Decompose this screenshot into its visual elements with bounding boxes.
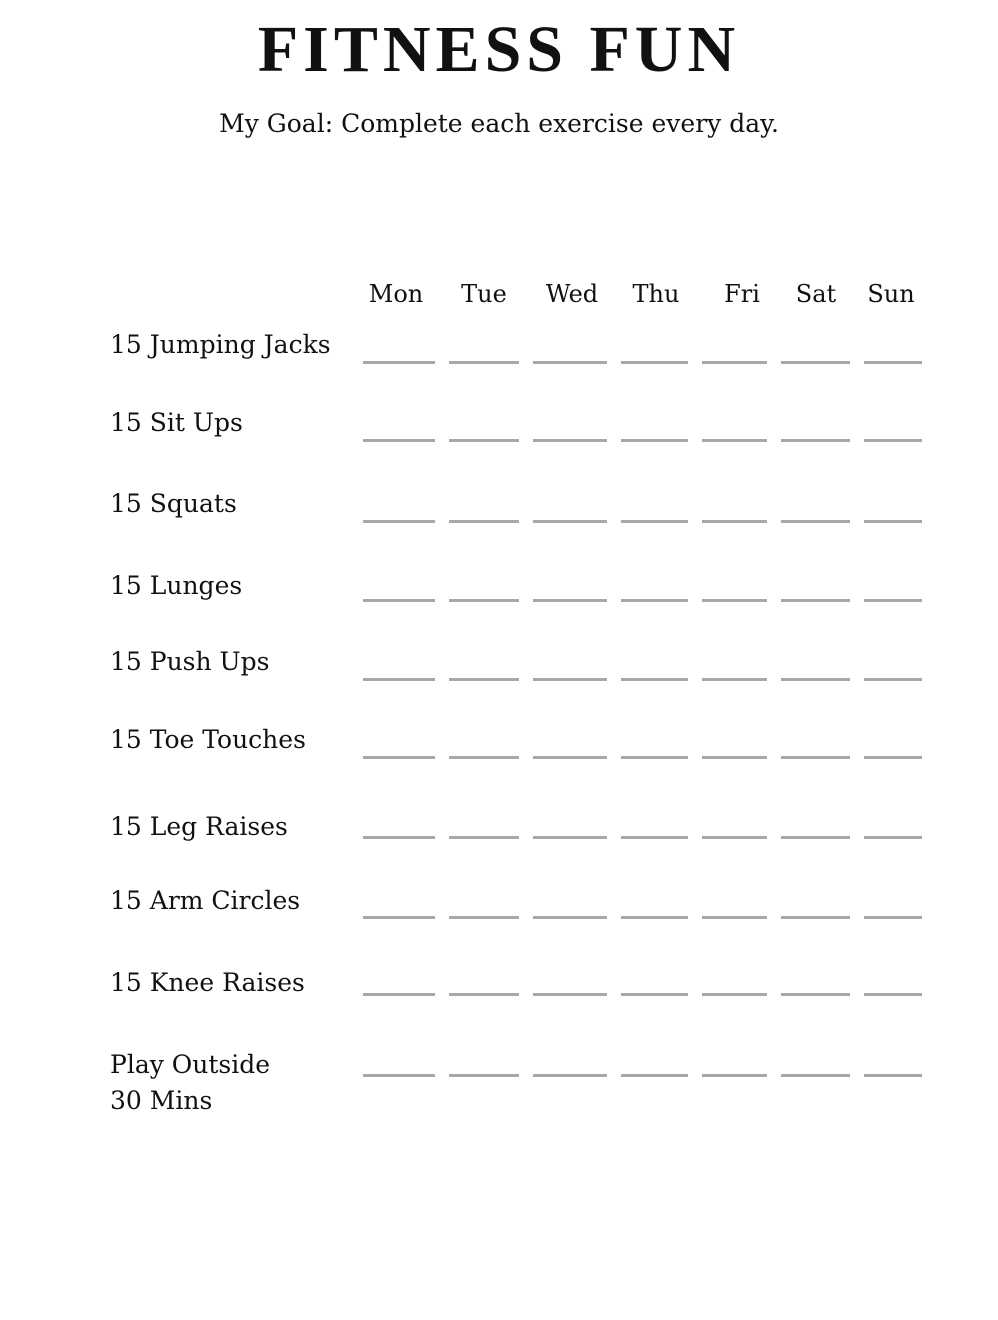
check-line-tue[interactable] [449, 756, 519, 759]
check-line-tue[interactable] [449, 361, 519, 364]
exercise-label: 15 Push Ups [110, 647, 270, 676]
check-line-mon[interactable] [363, 520, 435, 523]
exercise-label: 15 Leg Raises [110, 812, 288, 841]
day-header-sat: Sat [795, 280, 837, 308]
check-line-wed[interactable] [533, 1074, 607, 1077]
check-line-sat[interactable] [781, 993, 850, 996]
check-line-mon[interactable] [363, 836, 435, 839]
check-line-tue[interactable] [449, 836, 519, 839]
check-line-tue[interactable] [449, 993, 519, 996]
goal-statement: My Goal: Complete each exercise every day. [219, 109, 779, 138]
check-line-sat[interactable] [781, 439, 850, 442]
check-line-mon[interactable] [363, 993, 435, 996]
check-line-thu[interactable] [621, 439, 688, 442]
check-line-fri[interactable] [702, 1074, 767, 1077]
exercise-label: 15 Lunges [110, 571, 243, 600]
check-line-thu[interactable] [621, 836, 688, 839]
check-line-sun[interactable] [864, 678, 922, 681]
check-line-thu[interactable] [621, 361, 688, 364]
check-line-wed[interactable] [533, 993, 607, 996]
check-line-wed[interactable] [533, 599, 607, 602]
day-header-tue: Tue [461, 280, 507, 308]
check-line-tue[interactable] [449, 439, 519, 442]
check-line-wed[interactable] [533, 916, 607, 919]
check-line-thu[interactable] [621, 678, 688, 681]
check-line-sat[interactable] [781, 520, 850, 523]
check-line-fri[interactable] [702, 599, 767, 602]
check-line-wed[interactable] [533, 361, 607, 364]
check-line-sat[interactable] [781, 916, 850, 919]
check-line-sat[interactable] [781, 599, 850, 602]
day-header-fri: Fri [724, 280, 760, 308]
check-line-mon[interactable] [363, 599, 435, 602]
check-line-sun[interactable] [864, 993, 922, 996]
check-line-thu[interactable] [621, 916, 688, 919]
check-line-sat[interactable] [781, 836, 850, 839]
day-header-thu: Thu [632, 280, 680, 308]
exercise-label: 15 Arm Circles [110, 886, 301, 915]
check-line-sat[interactable] [781, 756, 850, 759]
check-line-fri[interactable] [702, 678, 767, 681]
check-line-tue[interactable] [449, 520, 519, 523]
check-line-sun[interactable] [864, 520, 922, 523]
check-line-mon[interactable] [363, 1074, 435, 1077]
check-line-sun[interactable] [864, 599, 922, 602]
check-line-tue[interactable] [449, 1074, 519, 1077]
day-header-sun: Sun [867, 280, 915, 308]
check-line-mon[interactable] [363, 756, 435, 759]
check-line-tue[interactable] [449, 599, 519, 602]
check-line-thu[interactable] [621, 1074, 688, 1077]
check-line-sat[interactable] [781, 678, 850, 681]
check-line-sun[interactable] [864, 916, 922, 919]
check-line-wed[interactable] [533, 439, 607, 442]
day-header-mon: Mon [368, 280, 424, 308]
check-line-tue[interactable] [449, 678, 519, 681]
exercise-label: 15 Sit Ups [110, 408, 243, 437]
check-line-wed[interactable] [533, 836, 607, 839]
exercise-label-line2: 30 Mins [110, 1086, 213, 1115]
check-line-sun[interactable] [864, 439, 922, 442]
exercise-label: 15 Jumping Jacks [110, 330, 331, 359]
exercise-label [110, 1047, 350, 1119]
check-line-sun[interactable] [864, 1074, 922, 1077]
check-line-wed[interactable] [533, 520, 607, 523]
check-line-thu[interactable] [621, 520, 688, 523]
exercise-label: 15 Toe Touches [110, 725, 306, 754]
check-line-thu[interactable] [621, 756, 688, 759]
check-line-sun[interactable] [864, 836, 922, 839]
exercise-label: 15 Knee Raises [110, 968, 305, 997]
day-header-wed: Wed [545, 280, 599, 308]
check-line-fri[interactable] [702, 439, 767, 442]
exercise-label: 15 Squats [110, 489, 237, 518]
check-line-mon[interactable] [363, 439, 435, 442]
check-line-sun[interactable] [864, 756, 922, 759]
check-line-thu[interactable] [621, 599, 688, 602]
check-line-fri[interactable] [702, 836, 767, 839]
check-line-wed[interactable] [533, 756, 607, 759]
check-line-fri[interactable] [702, 916, 767, 919]
check-line-sun[interactable] [864, 361, 922, 364]
check-line-mon[interactable] [363, 916, 435, 919]
check-line-sat[interactable] [781, 1074, 850, 1077]
check-line-thu[interactable] [621, 993, 688, 996]
check-line-fri[interactable] [702, 993, 767, 996]
check-line-fri[interactable] [702, 361, 767, 364]
check-line-wed[interactable] [533, 678, 607, 681]
check-line-mon[interactable] [363, 361, 435, 364]
check-line-sat[interactable] [781, 361, 850, 364]
check-line-tue[interactable] [449, 916, 519, 919]
exercise-label-line1: Play Outside [110, 1050, 271, 1079]
check-line-fri[interactable] [702, 756, 767, 759]
page-title: FITNESS FUN [257, 13, 741, 86]
check-line-fri[interactable] [702, 520, 767, 523]
check-line-mon[interactable] [363, 678, 435, 681]
